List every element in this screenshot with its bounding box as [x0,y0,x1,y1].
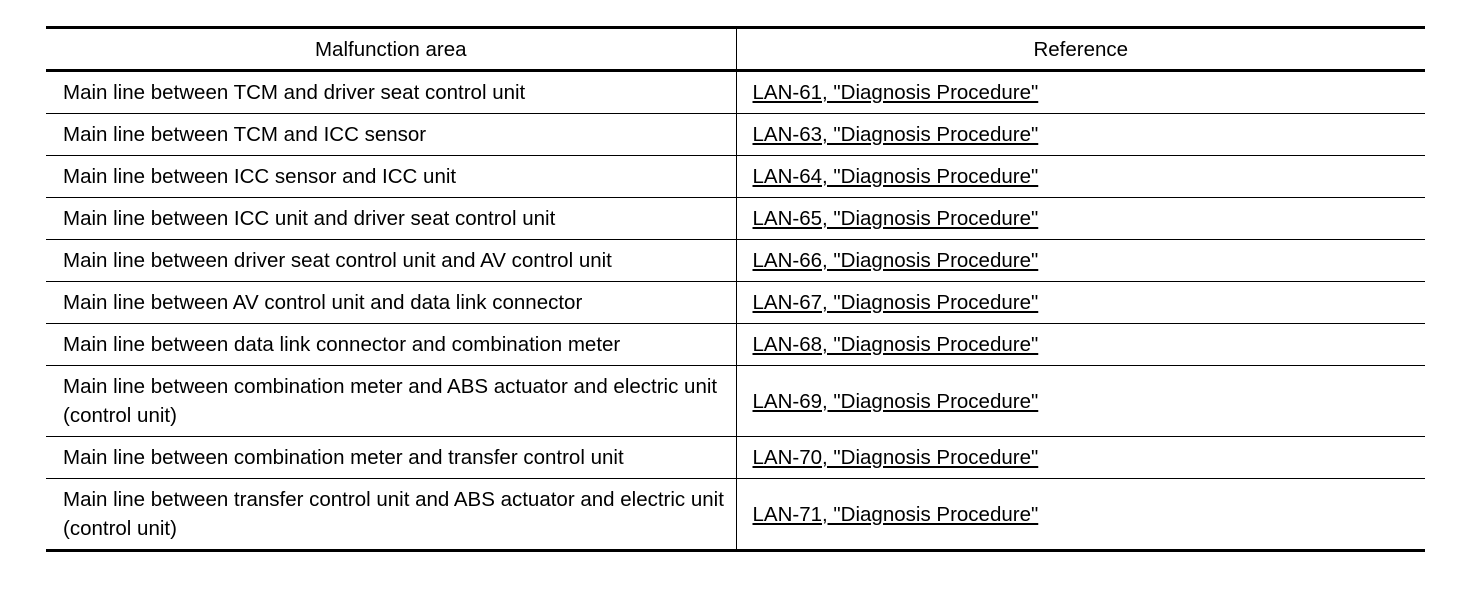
reference-link[interactable]: LAN-67, "Diagnosis Procedure" [752,291,1039,314]
malfunction-reference-table [46,26,1425,552]
header-malfunction-area: Malfunction area [46,28,736,71]
reference-link[interactable]: LAN-68, "Diagnosis Procedure" [752,333,1039,356]
table-header-row [46,28,1425,71]
table-row [46,198,1425,240]
reference-link[interactable]: LAN-63, "Diagnosis Procedure" [752,123,1039,146]
reference-cell [736,366,1425,437]
reference-link[interactable]: LAN-69, "Diagnosis Procedure" [752,389,1039,413]
reference-cell [736,114,1425,156]
reference-cell [736,71,1425,114]
table-row [46,71,1425,114]
reference-cell [736,324,1425,366]
malfunction-area-cell: Main line between combination meter and transfer control unit [46,437,736,479]
reference-link[interactable]: LAN-70, "Diagnosis Procedure" [752,446,1039,469]
reference-cell [736,479,1425,551]
malfunction-area-cell: Main line between data link connector and combination meter [46,324,736,366]
table-row [46,114,1425,156]
table-row [46,366,1425,437]
reference-link[interactable]: LAN-66, "Diagnosis Procedure" [752,249,1039,272]
table-row [46,324,1425,366]
malfunction-area-cell: Main line between ICC sensor and ICC unit [46,156,736,198]
malfunction-area-cell: Main line between TCM and driver seat control unit [63,81,526,104]
reference-cell [736,437,1425,479]
reference-link[interactable]: LAN-61, "Diagnosis Procedure" [752,81,1039,104]
table-row [46,240,1425,282]
malfunction-area-cell: Main line between transfer control unit and ABS actuator and electric unit (control unit) [46,479,736,551]
reference-cell [736,240,1425,282]
malfunction-area-cell: Main line between AV control unit and data link connector [46,282,736,324]
reference-link[interactable]: LAN-64, "Diagnosis Procedure" [752,165,1039,188]
reference-cell [736,156,1425,198]
reference-cell [736,282,1425,324]
malfunction-area-cell: Main line between driver seat control unit and AV control unit [46,240,736,282]
reference-cell [736,198,1425,240]
table-row [46,282,1425,324]
table-row [46,156,1425,198]
reference-link[interactable]: LAN-65, "Diagnosis Procedure" [752,207,1039,230]
header-reference: Reference [736,28,1425,71]
table-row [46,479,1425,551]
table-row [46,437,1425,479]
malfunction-area-cell: Main line between TCM and ICC sensor [46,114,736,156]
malfunction-area-cell: Main line between ICC unit and driver seat control unit [46,198,736,240]
reference-link[interactable]: LAN-71, "Diagnosis Procedure" [752,502,1039,526]
malfunction-area-cell: Main line between combination meter and ABS actuator and electric unit (control unit) [46,366,736,437]
